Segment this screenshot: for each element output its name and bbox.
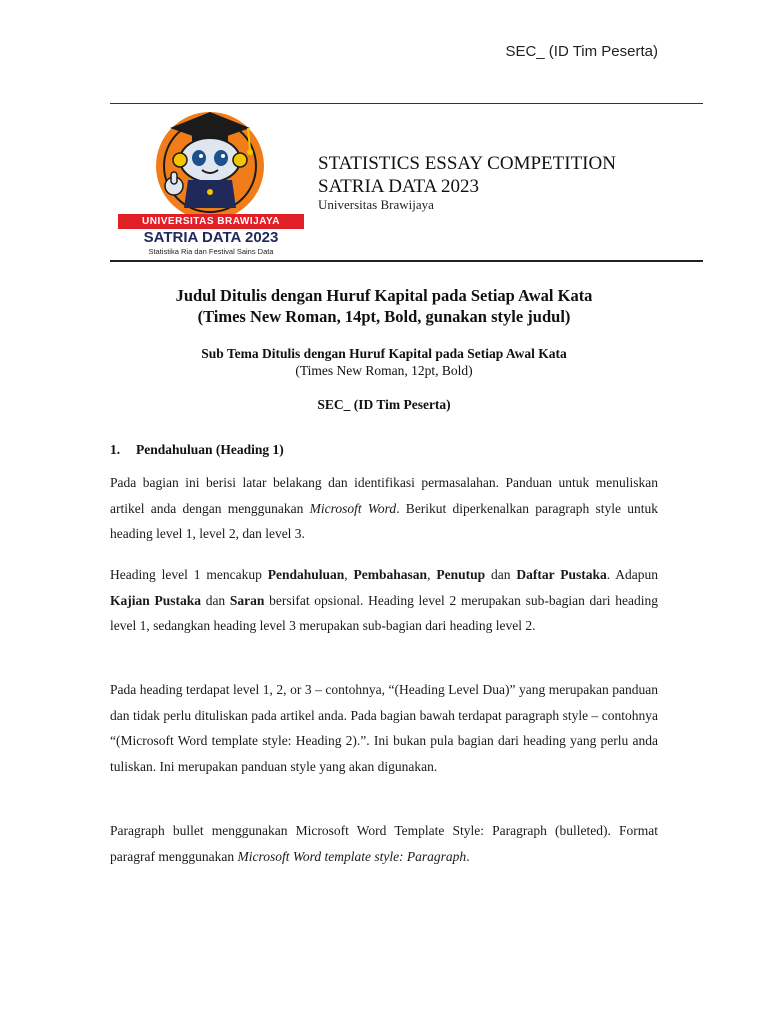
- paragraph-2-text: dan: [200, 592, 230, 608]
- essay-title-line1: Judul Ditulis dengan Huruf Kapital pada Setiap Awal Kata: [175, 286, 593, 305]
- paragraph-4-text: Paragraph bullet menggunakan Microsoft Word Template Style: Paragraph (bulleted). Format paragraf menggunakan: [110, 823, 658, 864]
- paragraph-1-italic: Microsoft Word: [309, 500, 397, 516]
- paragraph-3: Pada heading terdapat level 1, 2, or 3 – contohnya, “(Heading Level Dua)” yang merupakan panduan dan tidak perlu dituliskan pada artikel anda. Pada bagian bawah terdapat paragraph style – contohnya “(Microsoft Word template style: Heading 2).”. Ini bukan pula bagian dari heading yang perlu anda tuliskan. Ini merupakan panduan style yang akan digunakan.: [110, 682, 658, 774]
- header-team-id: SEC_ (ID Tim Peserta): [505, 43, 658, 60]
- paragraph-1-text: Pada bagian ini berisi latar belakang dan identifikasi permasalahan. Panduan untuk menuliskan artikel anda dengan menggunakan: [110, 475, 658, 516]
- logo-event-name: SATRIA DATA 2023: [143, 229, 279, 246]
- paragraph-2: [110, 562, 658, 639]
- competition-title-line1: STATISTICS ESSAY COMPETITION: [318, 153, 616, 174]
- heading-1-number: 1.: [110, 442, 121, 457]
- paragraph-2-bold: Pendahuluan: [267, 567, 345, 582]
- essay-title: [110, 285, 658, 327]
- paragraph-2-text: ,: [427, 567, 437, 582]
- team-id: SEC_ (ID Tim Peserta): [317, 397, 451, 412]
- essay-title-line2: (Times New Roman, 14pt, Bold, gunakan style judul): [197, 307, 571, 326]
- mascot-graduate-icon: [118, 108, 304, 214]
- paragraph-2-bold: Penutup: [436, 567, 486, 582]
- logo-university-banner: UNIVERSITAS BRAWIJAYA: [118, 214, 304, 229]
- competition-title: [318, 152, 616, 198]
- paragraph-2-bold: Pembahasan: [353, 567, 428, 582]
- logo-tagline: Statistika Ria dan Festival Sains Data: [148, 247, 274, 256]
- paragraph-4-text-end: .: [466, 848, 470, 864]
- heading-1: [110, 442, 284, 458]
- paragraph-2-bold: Daftar Pustaka: [516, 567, 607, 582]
- paragraph-2-bold: Saran: [229, 592, 265, 608]
- sub-theme-note: (Times New Roman, 12pt, Bold): [295, 363, 473, 378]
- header-divider: [110, 103, 703, 104]
- paragraph-2-bold: Kajian Pustaka: [110, 592, 201, 608]
- paragraph-4: [110, 818, 658, 869]
- header-bottom-divider: [110, 260, 703, 262]
- paragraph-2-text: Heading level 1 mencakup: [110, 567, 268, 582]
- heading-1-text: Pendahuluan (Heading 1): [136, 442, 284, 457]
- sub-theme: Sub Tema Ditulis dengan Huruf Kapital pada Setiap Awal Kata: [201, 346, 567, 361]
- university-name: Universitas Brawijaya: [318, 197, 434, 212]
- competition-title-line2: SATRIA DATA 2023: [318, 176, 480, 197]
- paragraph-2-text: ,: [344, 567, 354, 582]
- paragraph-1: [110, 470, 658, 547]
- paragraph-4-italic: Microsoft Word template style: Paragraph: [237, 848, 467, 864]
- satria-data-logo: [118, 108, 304, 258]
- paragraph-2-text: bersifat opsional. Heading level 2 merupakan sub-bagian dari heading level 1, sedangkan heading level 3 merupakan sub-bagian dari heading level 2.: [110, 592, 658, 633]
- paragraph-2-text: . Adapun: [606, 567, 659, 582]
- paragraph-1-text-end: . Berikut diperkenalkan paragraph style untuk heading level 1, level 2, dan level 3.: [110, 500, 658, 541]
- paragraph-2-text: dan: [485, 567, 517, 582]
